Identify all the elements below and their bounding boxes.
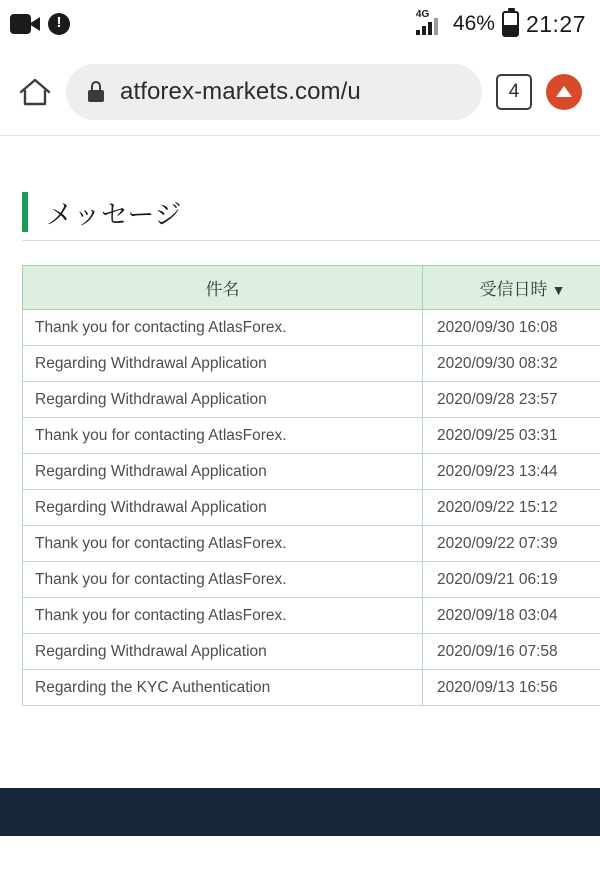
- table-header-row: [23, 266, 600, 310]
- title-accent-bar: [22, 192, 28, 232]
- page-title: [22, 192, 600, 232]
- cell-subject[interactable]: Thank you for contacting AtlasForex.: [23, 310, 423, 346]
- tab-switcher-button[interactable]: [496, 74, 532, 110]
- table-row[interactable]: [23, 382, 600, 418]
- battery-icon: [502, 11, 519, 37]
- cell-date: 2020/09/28 23:57: [423, 382, 600, 418]
- table-row[interactable]: [23, 670, 600, 706]
- table-row[interactable]: [23, 490, 600, 526]
- signal-4g-icon: [416, 11, 446, 37]
- messages-table-body: [23, 310, 600, 706]
- status-bar-left: [10, 13, 70, 35]
- cell-date: 2020/09/22 15:12: [423, 490, 600, 526]
- cell-subject[interactable]: Thank you for contacting AtlasForex.: [23, 562, 423, 598]
- cell-date: 2020/09/13 16:56: [423, 670, 600, 706]
- column-header-subject-label: 件名: [205, 280, 240, 299]
- address-bar[interactable]: [66, 64, 482, 120]
- page-content: [0, 136, 600, 836]
- cell-subject[interactable]: Thank you for contacting AtlasForex.: [23, 526, 423, 562]
- page-footer: [0, 788, 600, 836]
- cell-date: 2020/09/30 08:32: [423, 346, 600, 382]
- network-type-label: 4G: [415, 9, 430, 20]
- cell-date: 2020/09/23 13:44: [423, 454, 600, 490]
- table-row[interactable]: [23, 562, 600, 598]
- cell-date: 2020/09/22 07:39: [423, 526, 600, 562]
- sort-descending-icon[interactable]: ▼: [551, 282, 566, 298]
- cell-subject[interactable]: Thank you for contacting AtlasForex.: [23, 418, 423, 454]
- cell-subject[interactable]: Regarding Withdrawal Application: [23, 346, 423, 382]
- battery-percent-label: 46%: [452, 12, 495, 35]
- cell-subject[interactable]: Thank you for contacting AtlasForex.: [23, 598, 423, 634]
- table-row[interactable]: [23, 526, 600, 562]
- status-bar: [0, 0, 600, 48]
- column-header-date[interactable]: [423, 266, 600, 310]
- cell-subject[interactable]: Regarding the KYC Authentication: [23, 670, 423, 706]
- scroll-to-top-button[interactable]: [546, 74, 582, 110]
- table-row[interactable]: [23, 634, 600, 670]
- messages-table: [22, 265, 600, 706]
- status-bar-clock: 21:27: [525, 10, 586, 37]
- url-text[interactable]: atforex-markets.com/u: [120, 77, 361, 105]
- status-bar-right: [416, 11, 586, 38]
- table-row[interactable]: [23, 346, 600, 382]
- cell-date: 2020/09/16 07:58: [423, 634, 600, 670]
- cell-date: 2020/09/18 03:04: [423, 598, 600, 634]
- browser-toolbar: [0, 48, 600, 136]
- cell-subject[interactable]: Regarding Withdrawal Application: [23, 490, 423, 526]
- cell-date: 2020/09/30 16:08: [423, 310, 600, 346]
- cell-date: 2020/09/25 03:31: [423, 418, 600, 454]
- table-row[interactable]: [23, 454, 600, 490]
- arrow-up-icon: [556, 86, 572, 97]
- page-title-label: メッセージ: [46, 199, 182, 230]
- table-row[interactable]: [23, 418, 600, 454]
- cell-subject[interactable]: Regarding Withdrawal Application: [23, 454, 423, 490]
- table-row[interactable]: [23, 598, 600, 634]
- column-header-date-label: 受信日時: [479, 280, 548, 299]
- cell-subject[interactable]: Regarding Withdrawal Application: [23, 382, 423, 418]
- cell-subject[interactable]: Regarding Withdrawal Application: [23, 634, 423, 670]
- tab-count-label: 4: [508, 80, 520, 102]
- page-title-section: [22, 136, 600, 241]
- video-camera-icon: [10, 14, 40, 34]
- alert-record-icon: [48, 13, 70, 35]
- home-icon[interactable]: [18, 75, 52, 109]
- lock-icon: [88, 81, 104, 102]
- cell-date: 2020/09/21 06:19: [423, 562, 600, 598]
- table-row[interactable]: [23, 310, 600, 346]
- column-header-subject[interactable]: [23, 266, 423, 310]
